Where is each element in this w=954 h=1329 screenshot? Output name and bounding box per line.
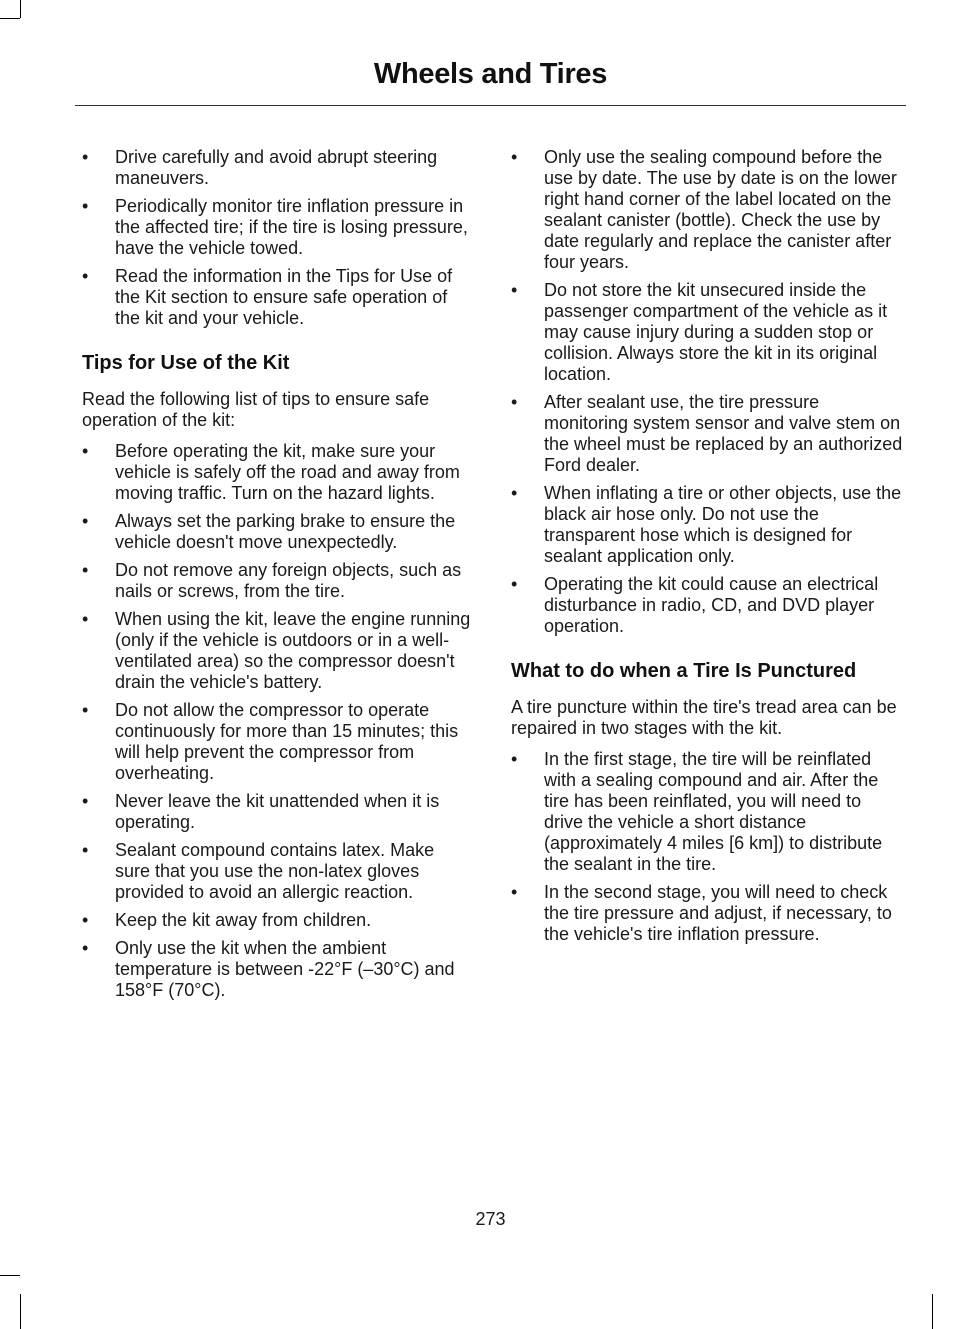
bullet-glyph: •	[82, 700, 89, 720]
section-heading: Tips for Use of the Kit	[82, 352, 290, 374]
list-item	[82, 511, 472, 553]
list-item-text: Read the information in the Tips for Use of the Kit section to ensure safe operation of the kit and your vehicle.	[115, 266, 453, 328]
list-item	[82, 938, 472, 1001]
crop-mark	[0, 18, 20, 19]
crop-mark	[932, 1294, 933, 1329]
bullet-glyph: •	[511, 147, 518, 167]
list-item	[511, 483, 903, 567]
bullet-glyph: •	[511, 749, 518, 769]
list-item-text: After sealant use, the tire pressure monitoring system sensor and valve stem on the wheel must be replaced by an authorized Ford dealer.	[544, 392, 903, 475]
list-item-text: Do not store the kit unsecured inside the passenger compartment of the vehicle as it may cause injury during a sudden stop or collision. Always store the kit in its original location.	[544, 280, 888, 384]
list-item	[82, 560, 472, 602]
bullet-glyph: •	[82, 791, 89, 811]
right-column	[511, 147, 903, 952]
list-item	[82, 791, 472, 833]
list-item	[511, 882, 903, 945]
bullet-glyph: •	[511, 483, 518, 503]
list-item-text: When using the kit, leave the engine running (only if the vehicle is outdoors or in a well-ventilated area) so the compressor doesn't drain the vehicle's battery.	[115, 609, 471, 692]
bullet-glyph: •	[82, 938, 89, 958]
section-heading: What to do when a Tire Is Punctured	[511, 660, 857, 682]
list-item-text: Keep the kit away from children.	[115, 910, 372, 930]
list-item	[82, 700, 472, 784]
list-item	[511, 749, 903, 875]
list-item	[82, 840, 472, 903]
page-number: 273	[475, 1209, 506, 1229]
list-item-text: Only use the sealing compound before the use by date. The use by date is on the lower right hand corner of the label located on the sealant canister (bottle). Check the use by date regularly and replace the canister after four years.	[544, 147, 897, 272]
bullet-glyph: •	[82, 147, 89, 167]
list-item	[511, 574, 903, 637]
list-item	[511, 392, 903, 476]
bullet-list	[511, 749, 903, 945]
list-item-text: Drive carefully and avoid abrupt steering maneuvers.	[115, 147, 438, 188]
list-item-text: Do not allow the compressor to operate continuously for more than 15 minutes; this will help prevent the compressor from overheating.	[115, 700, 459, 783]
bullet-glyph: •	[82, 441, 89, 461]
list-item-text: When inflating a tire or other objects, use the black air hose only. Do not use the transparent hose which is designed for sealant application only.	[544, 483, 902, 566]
list-item-text: In the second stage, you will need to check the tire pressure and adjust, if necessary, to the vehicle's tire inflation pressure.	[544, 882, 892, 944]
page-title: Wheels and Tires	[373, 58, 608, 90]
bullet-glyph: •	[82, 511, 89, 531]
bullet-glyph: •	[82, 910, 89, 930]
bullet-glyph: •	[511, 280, 518, 300]
paragraph: A tire puncture within the tire's tread area can be repaired in two stages with the kit.	[511, 697, 897, 738]
list-item	[82, 910, 472, 931]
list-item-text: Only use the kit when the ambient temperature is between -22°F (–30°C) and 158°F (70°C).	[115, 938, 455, 1000]
bullet-glyph: •	[82, 196, 89, 216]
bullet-list	[511, 147, 903, 637]
list-item	[511, 280, 903, 385]
crop-mark	[0, 1275, 20, 1276]
list-item	[82, 441, 472, 504]
list-item-text: Sealant compound contains latex. Make sure that you use the non-latex gloves provided to avoid an allergic reaction.	[115, 840, 435, 902]
left-column	[82, 147, 472, 1008]
list-item-text: Never leave the kit unattended when it is operating.	[115, 791, 440, 832]
bullet-glyph: •	[511, 574, 518, 594]
crop-mark	[20, 1294, 21, 1329]
list-item	[82, 609, 472, 693]
list-item-text: In the first stage, the tire will be reinflated with a sealing compound and air. After the tire has been reinflated, you will need to drive the vehicle a short distance (approximately 4 miles [6 km]) to distribute the sealant in the tire.	[544, 749, 883, 874]
list-item-text: Periodically monitor tire inflation pressure in the affected tire; if the tire is losing pressure, have the vehicle towed.	[115, 196, 468, 258]
bullet-list	[82, 441, 472, 1001]
bullet-glyph: •	[82, 560, 89, 580]
list-item-text: Before operating the kit, make sure your vehicle is safely off the road and away from moving traffic. Turn on the hazard lights.	[115, 441, 460, 503]
crop-mark	[20, 0, 21, 18]
bullet-glyph: •	[82, 609, 89, 629]
list-item	[82, 266, 472, 329]
list-item-text: Do not remove any foreign objects, such as nails or screws, from the tire.	[115, 560, 462, 601]
bullet-list	[82, 147, 472, 329]
list-item-text: Operating the kit could cause an electrical disturbance in radio, CD, and DVD player operation.	[544, 574, 879, 636]
bullet-glyph: •	[82, 266, 89, 286]
title-divider	[75, 105, 906, 106]
list-item	[82, 196, 472, 259]
bullet-glyph: •	[511, 882, 518, 902]
list-item-text: Always set the parking brake to ensure the vehicle doesn't move unexpectedly.	[115, 511, 456, 552]
list-item	[82, 147, 472, 189]
paragraph: Read the following list of tips to ensure safe operation of the kit:	[82, 389, 430, 430]
bullet-glyph: •	[82, 840, 89, 860]
list-item	[511, 147, 903, 273]
bullet-glyph: •	[511, 392, 518, 412]
